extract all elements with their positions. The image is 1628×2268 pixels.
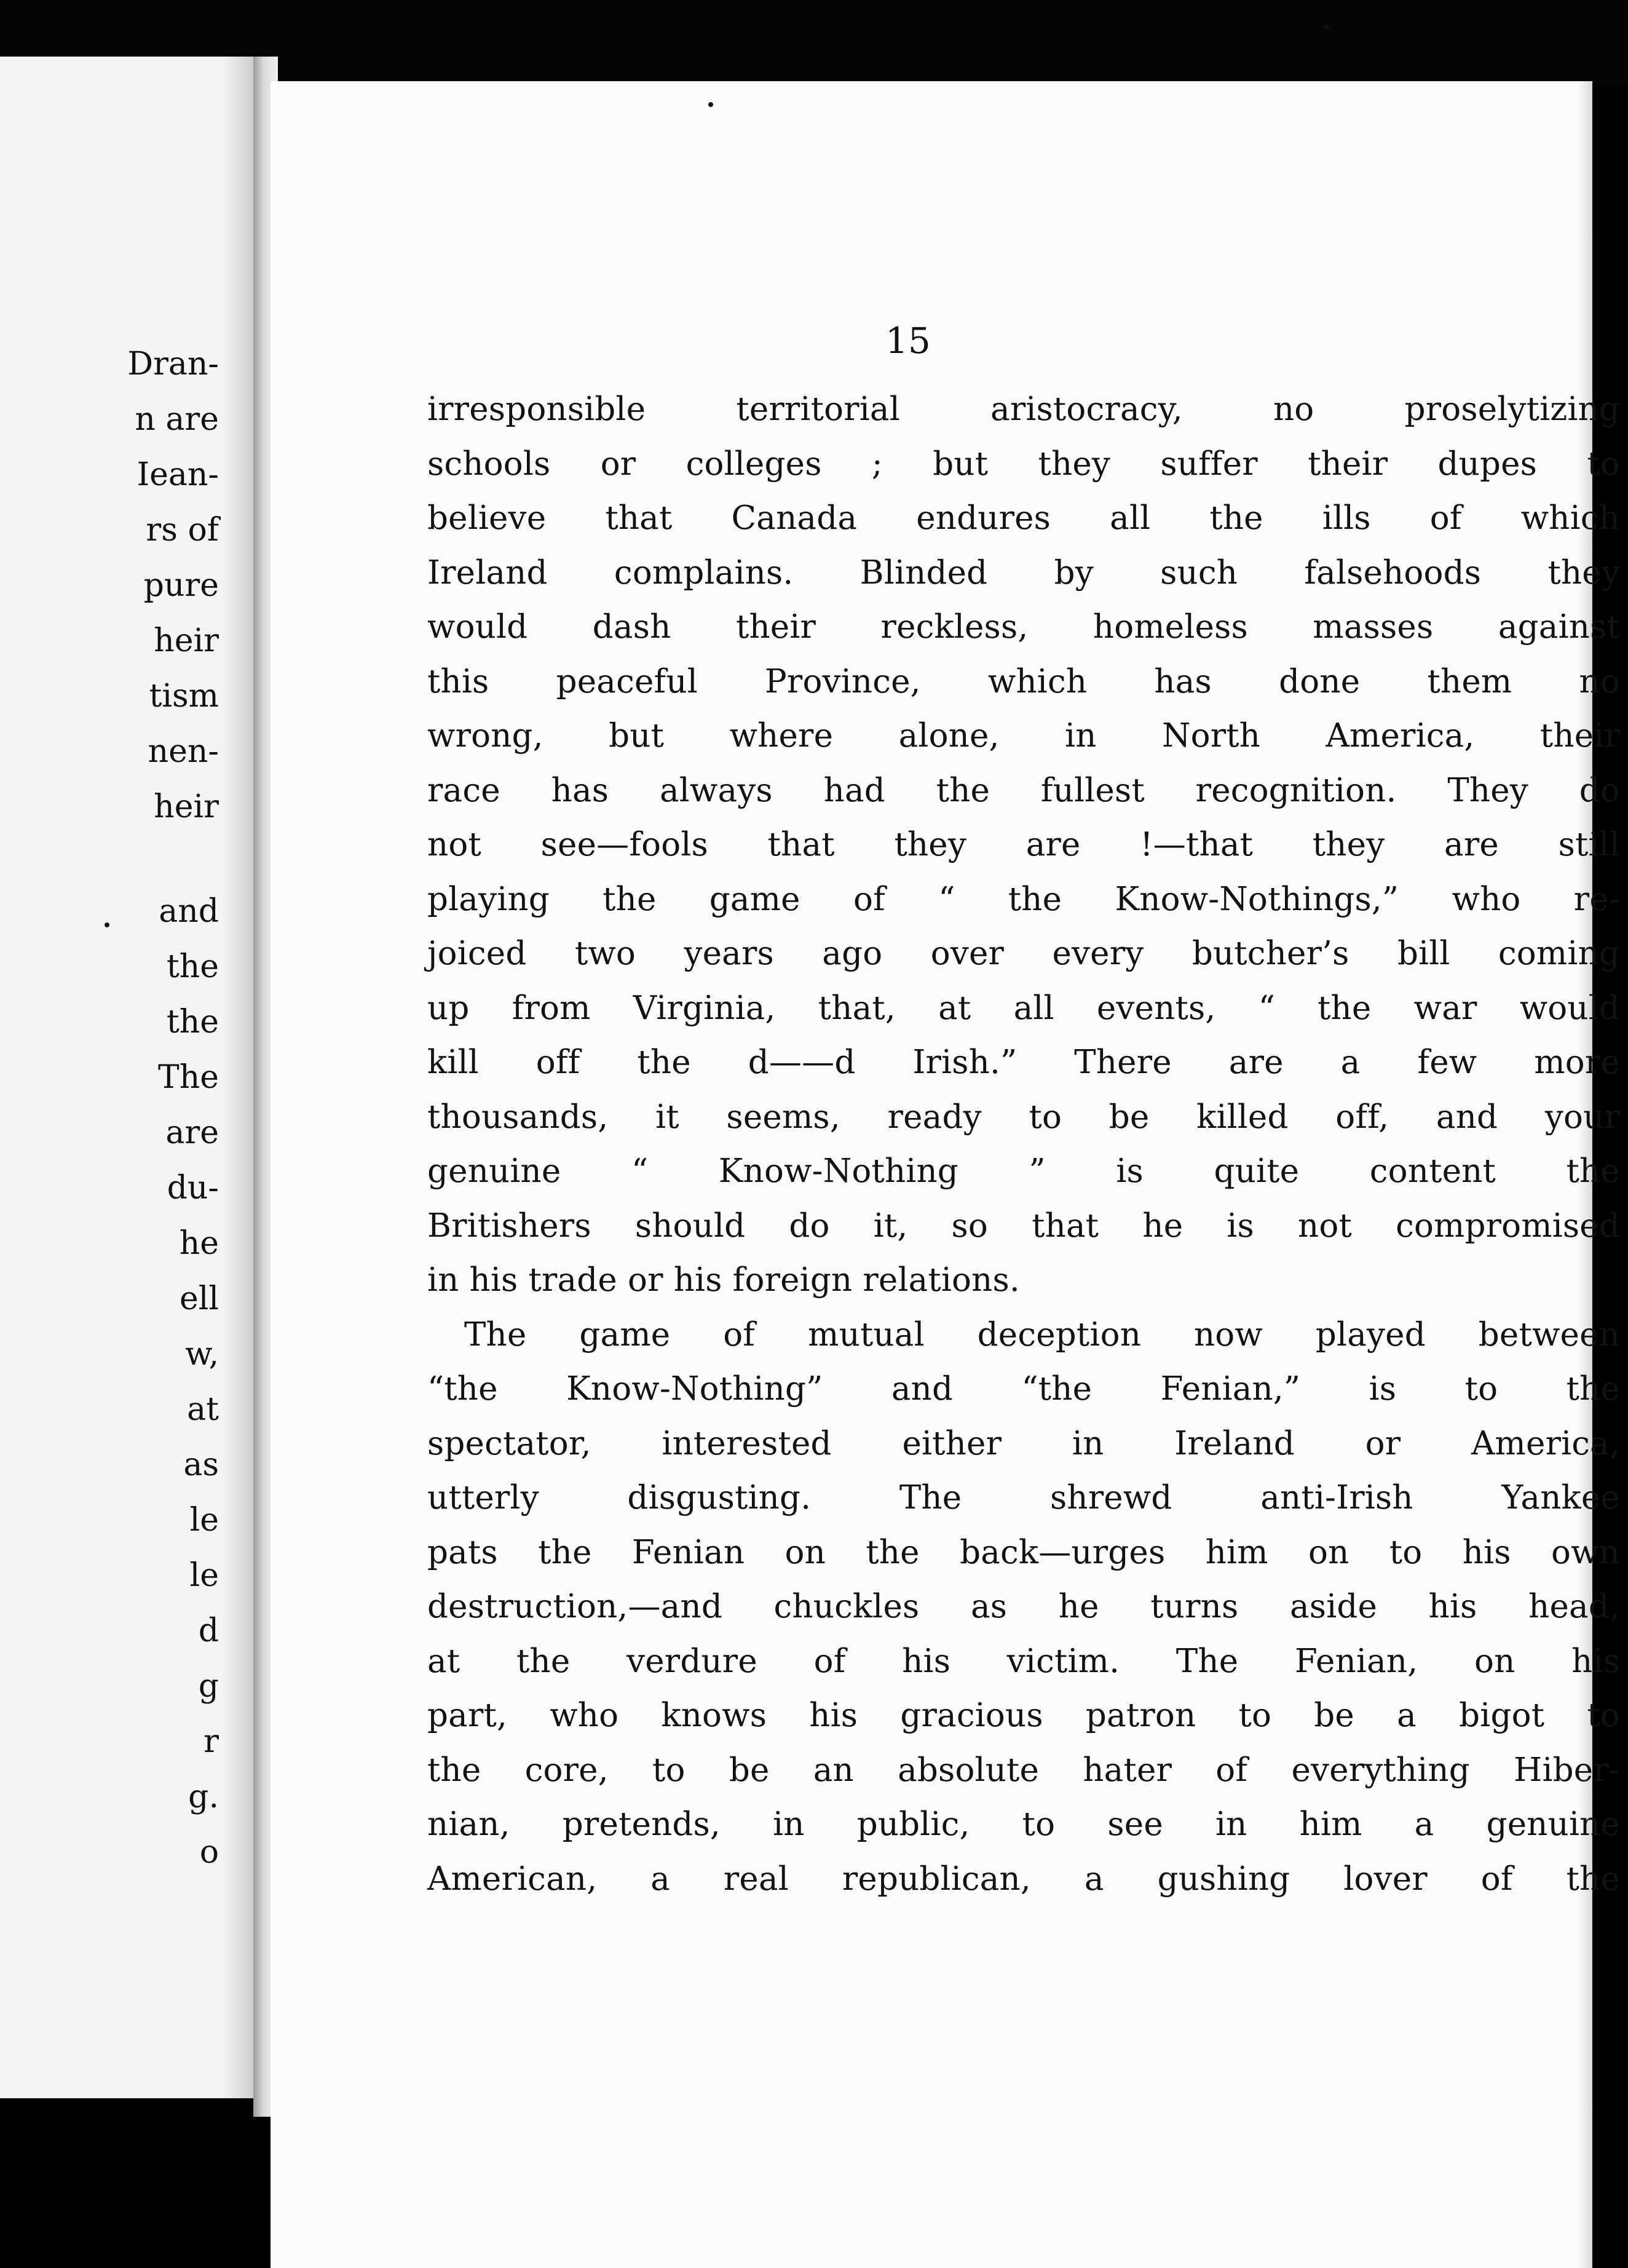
text-line: believe that Canada endures all the ills of which [427,499,1620,537]
ink-speck [1323,25,1329,30]
text-line: the core, to be an absolute hater of everything Hiber- [427,1751,1620,1789]
left-facing-page [0,57,258,2098]
text-line: spectator, interested either in Ireland or America, [427,1424,1620,1462]
left-page-fragment: pure [143,567,219,604]
left-page-fragment: n are [135,401,219,438]
text-line: Ireland complains. Blinded by such falsehoods they [427,553,1620,592]
left-page-fragment: g [198,1668,219,1705]
left-page-fragment: r [204,1723,219,1760]
text-line: genuine “ Know-Nothing ” is quite content the [427,1152,1620,1190]
left-page-fragment: ell [179,1280,219,1317]
right-page [271,81,1620,2268]
left-page-fragment: nen- [148,733,219,770]
text-line: part, who knows his gracious patron to be a bigot to [427,1697,1620,1734]
left-page-fragment: Iean- [136,456,219,493]
text-line: The game of mutual deception now played between [464,1315,1620,1354]
text-line: irresponsible territorial aristocracy, no proselytizing [427,391,1620,428]
text-line: up from Virginia, that, at all events, “ the war would [427,989,1620,1027]
text-line: in his trade or his foreign relations. [427,1261,1020,1299]
text-line: American, a real republican, a gushing lover of the [427,1860,1620,1898]
left-page-fragment: the [166,948,219,985]
text-line: joiced two years ago over every butcher’s bill coming [427,935,1620,972]
page-number: 15 [885,320,931,362]
text-line: wrong, but where alone, in North America, their [427,717,1620,755]
left-page-fragment: heir [154,622,219,659]
text-line: this peaceful Province, which has done them no [427,662,1620,700]
text-line: would dash their reckless, homeless masses against [427,608,1620,646]
text-line: Britishers should do it, so that he is not compromised [427,1207,1620,1245]
left-page-fragment: he [179,1225,219,1262]
text-line: schools or colleges ; but they suffer their dupes to [427,445,1620,483]
text-line: “the Know-Nothing” and “the Fenian,” is to the [427,1370,1620,1408]
left-page-fragment: as [183,1446,219,1483]
text-line: not see—fools that they are !—that they are still [427,826,1620,863]
left-page-fragment: du- [167,1170,219,1207]
body-text [427,383,1620,1906]
left-page-fragment: at [187,1391,219,1428]
left-page-fragment: the [166,1004,219,1041]
left-page-fragment: are [165,1114,219,1151]
text-line: playing the game of “ the Know-Nothings,” who re- [427,880,1620,918]
text-line: race has always had the fullest recognition. They do [427,771,1620,809]
left-page-fragment: tism [149,678,219,715]
left-page-fragment: rs of [146,512,219,549]
text-line: nian, pretends, in public, to see in him a genuine [427,1806,1620,1843]
text-line: at the verdure of his victim. The Fenian, on his [427,1642,1620,1680]
left-page-fragment: le [189,1502,219,1539]
text-line: utterly disgusting. The shrewd anti-Irish Yankee [427,1479,1620,1517]
ink-speck [105,922,109,927]
text-line: thousands, it seems, ready to be killed off, and your [427,1098,1620,1136]
text-line: destruction,—and chuckles as he turns aside his head, [427,1588,1620,1625]
left-page-fragment: g. [188,1778,219,1815]
left-page-fragment: heir [154,788,219,825]
left-page-fragment: d [198,1612,219,1649]
left-page-fragment: o [199,1834,219,1871]
left-page-fragment: The [158,1059,219,1096]
ink-speck [708,102,713,107]
left-page-fragment: and [159,893,219,930]
gutter-shadow [221,57,258,2098]
left-page-fragment: w, [185,1336,219,1373]
left-page-fragment: Dran- [127,346,219,383]
text-line: pats the Fenian on the back—urges him on to his own [427,1533,1620,1571]
left-page-fragment: le [189,1557,219,1594]
text-line: kill off the d——d Irish.” There are a few more [427,1044,1620,1081]
